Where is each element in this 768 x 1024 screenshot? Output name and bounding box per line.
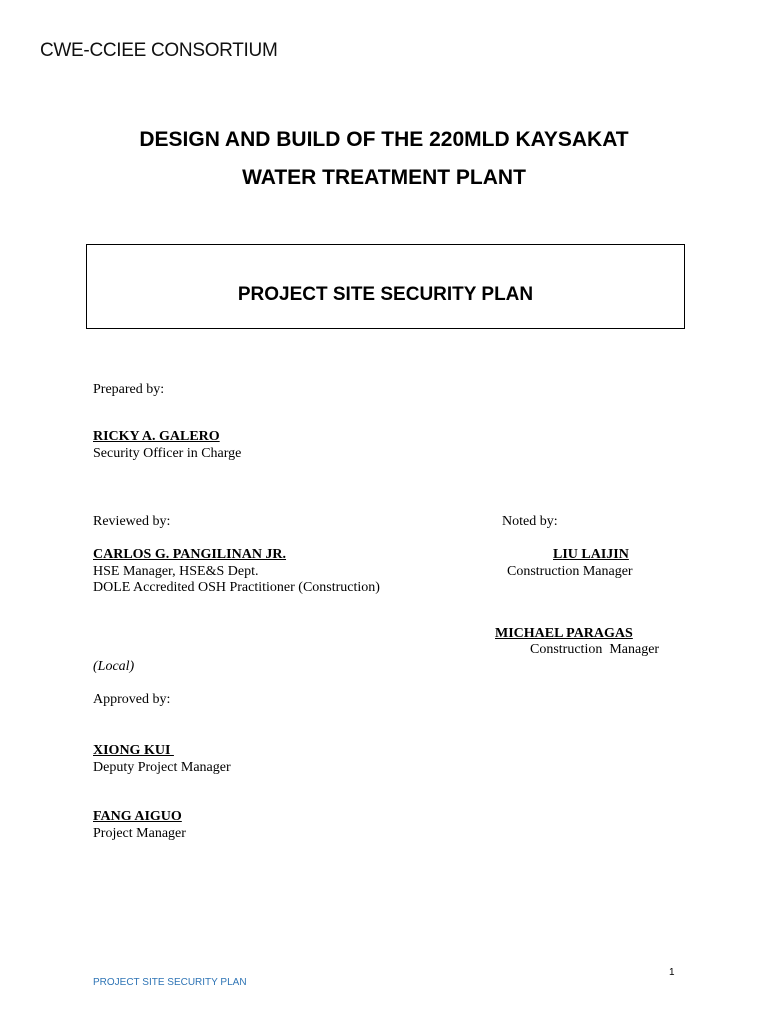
- approved-by-role-1: Deputy Project Manager: [93, 760, 231, 775]
- document-title-line-1: DESIGN AND BUILD OF THE 220MLD KAYSAKAT: [139, 128, 629, 151]
- approved-by-label: Approved by:: [93, 692, 171, 707]
- reviewed-by-name: CARLOS G. PANGILINAN JR.: [93, 547, 287, 562]
- plan-title-box: [86, 244, 685, 329]
- approved-by-role-2: Project Manager: [93, 826, 186, 841]
- reviewed-by-credential: DOLE Accredited OSH Practitioner (Construction): [93, 580, 380, 595]
- approved-by-name-1: XIONG KUI: [93, 743, 174, 758]
- noted-by-name-2: MICHAEL PARAGAS: [495, 626, 633, 641]
- approved-by-name-2: FANG AIGUO: [93, 809, 182, 824]
- reviewed-by-note: (Local): [93, 659, 135, 674]
- noted-by-role-1: Construction Manager: [507, 564, 633, 579]
- noted-by-name-1: LIU LAIJIN: [553, 547, 629, 562]
- noted-by-role-2: Construction Manager: [530, 642, 660, 657]
- reviewed-by-role: HSE Manager, HSE&S Dept.: [93, 564, 259, 579]
- document-title-line-2: WATER TREATMENT PLANT: [242, 166, 526, 189]
- noted-by-label: Noted by:: [502, 514, 558, 529]
- reviewed-by-label: Reviewed by:: [93, 514, 171, 529]
- prepared-by-label: Prepared by:: [93, 382, 165, 397]
- plan-title: PROJECT SITE SECURITY PLAN: [237, 284, 534, 305]
- prepared-by-name: RICKY A. GALERO: [93, 429, 220, 444]
- page-number: 1: [669, 967, 675, 978]
- footer-document-title: PROJECT SITE SECURITY PLAN: [93, 977, 247, 988]
- organization-header: CWE-CCIEE CONSORTIUM: [40, 40, 278, 61]
- prepared-by-role: Security Officer in Charge: [93, 446, 242, 461]
